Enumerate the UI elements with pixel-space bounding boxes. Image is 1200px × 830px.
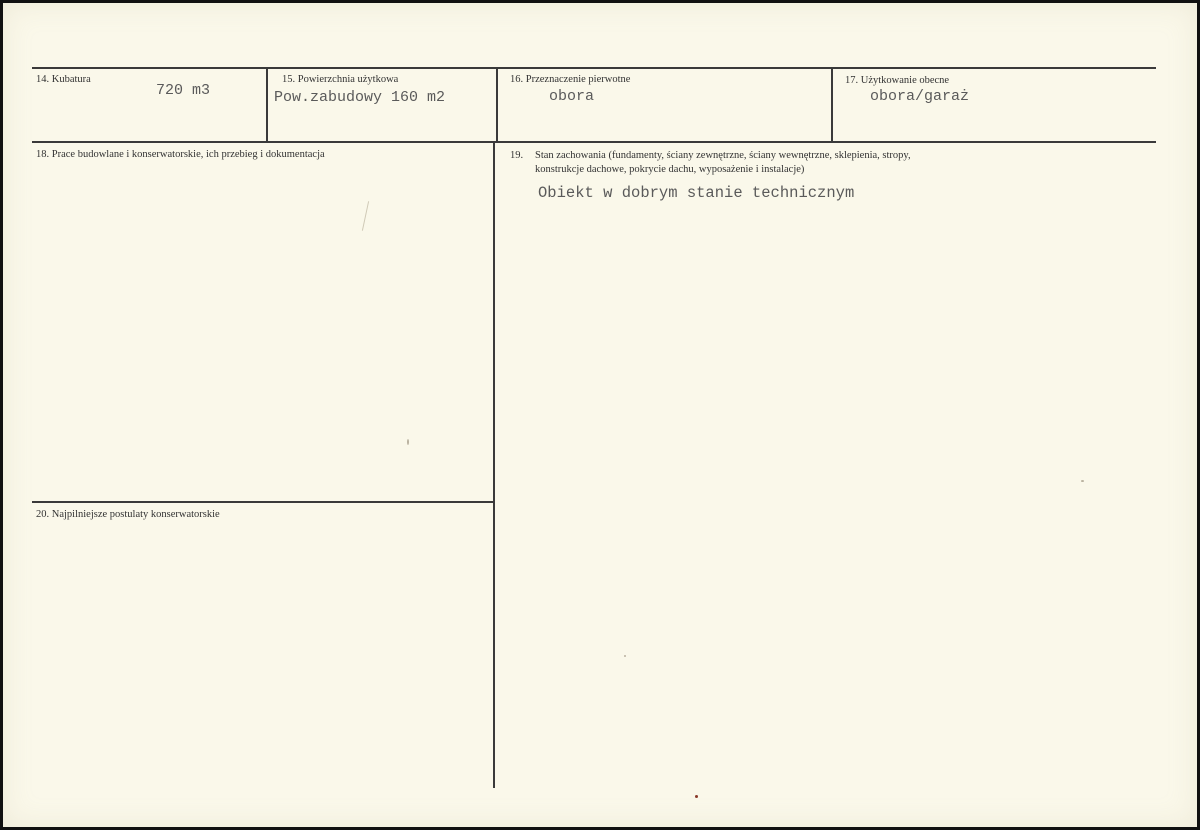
field-17-label: 17. Użytkowanie obecne [845,75,950,86]
paper-speck [624,655,626,657]
paper-speck [1081,480,1084,482]
record-card [3,3,1197,827]
section-20-rule [32,501,494,503]
field-14-label: 14. Kubatura [36,74,91,85]
field-19-label-line2: konstrukcje dachowe, pokrycie dachu, wyposażenie i instalacje) [535,164,805,175]
field-15-value: Pow.zabudowy 160 m2 [274,89,446,106]
paper-speck [407,439,409,445]
paper-speck [695,795,698,798]
middle-rule [32,141,1156,143]
field-20-label: 20. Najpilniejsze postulaty konserwatorskie [36,509,220,520]
field-19-number: 19. [510,150,524,161]
paper-speck [362,201,369,231]
divider-16-17 [831,67,833,143]
divider-15-16 [496,67,498,143]
field-14-value: 720 m3 [156,82,211,99]
field-19-value: Obiekt w dobrym stanie technicznym [538,184,855,202]
field-19-label-line1: Stan zachowania (fundamenty, ściany zewnętrzne, ściany wewnętrzne, sklepienia, stropy, [535,150,911,161]
field-16-label: 16. Przeznaczenie pierwotne [510,74,631,85]
field-15-label: 15. Powierzchnia użytkowa [282,74,399,85]
field-16-value: obora [549,88,595,105]
top-rule [32,67,1156,69]
divider-18-19 [493,143,495,788]
divider-14-15 [266,67,268,143]
field-18-label: 18. Prace budowlane i konserwatorskie, ich przebieg i dokumentacja [36,149,325,160]
field-17-value: obora/garaż [870,88,970,105]
